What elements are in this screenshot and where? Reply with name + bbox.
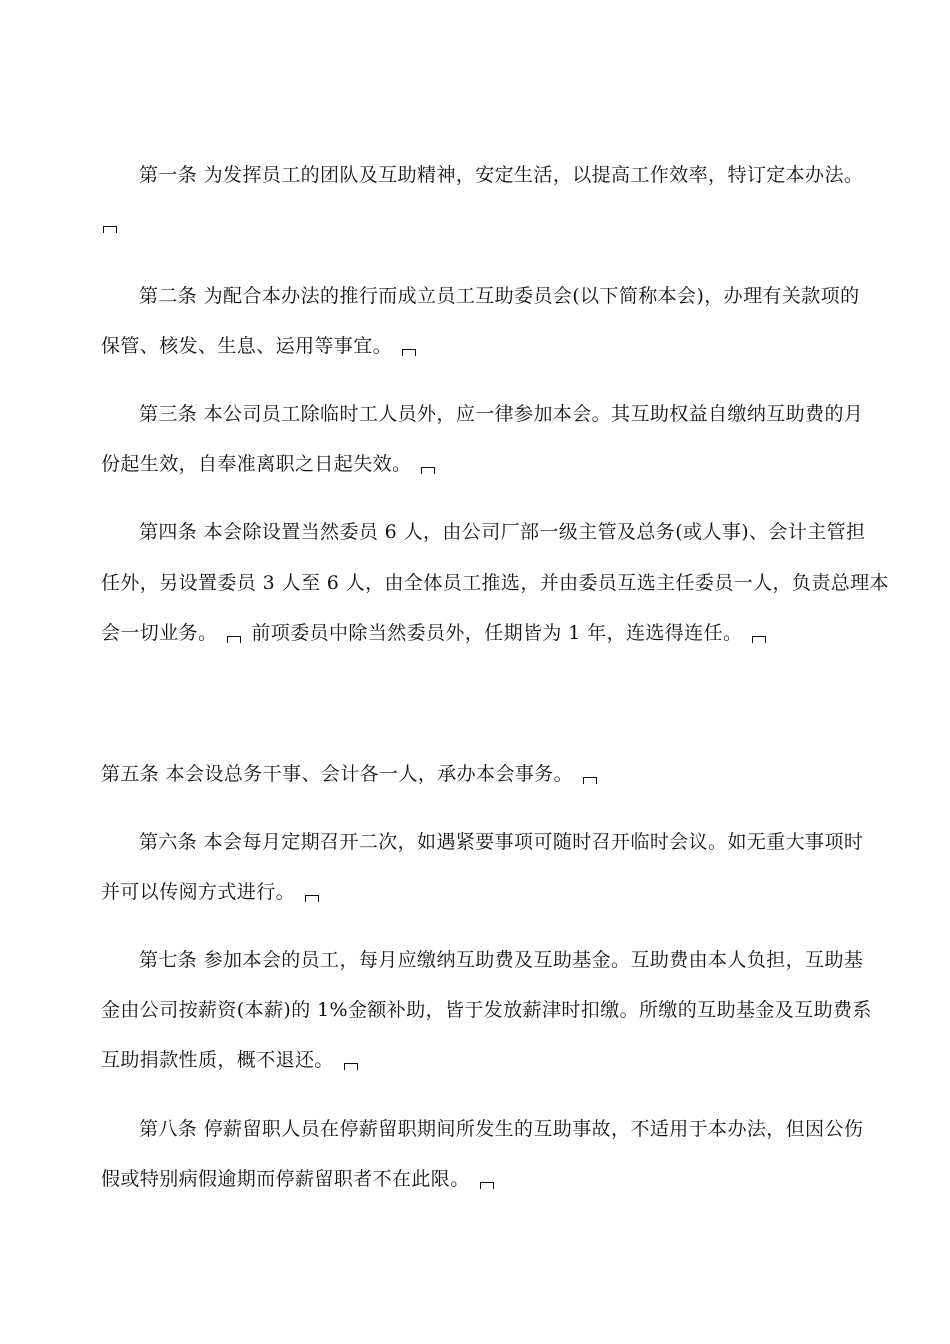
- paragraph-mark-icon: [583, 777, 597, 784]
- article-8-line-2: 假或特别病假逾期而停薪留职者不在此限。: [101, 1167, 494, 1191]
- article-4-line-2: 任外，另设置委员 3 人至 6 人，由全体员工推选，并由委员互选主任委员一人，负责总理本: [101, 572, 889, 594]
- paragraph-mark-icon: [227, 636, 241, 643]
- article-6-line-2: 并可以传阅方式进行。: [101, 880, 319, 904]
- paragraph-mark-icon: [421, 467, 435, 474]
- article-1-line-1: 第一条 为发挥员工的团队及互助精神，安定生活，以提高工作效率，特订定本办法。: [139, 164, 864, 186]
- paragraph-mark-icon: [402, 349, 416, 356]
- paragraph-mark-icon: [344, 1063, 358, 1070]
- article-4-line-1: 第四条 本会除设置当然委员 6 人，由公司厂部一级主管及总务(或人事)、会计主管担: [139, 521, 866, 543]
- article-3-line-2: 份起生效，自奉准离职之日起失效。: [101, 452, 435, 476]
- paragraph-mark-icon: [305, 895, 319, 902]
- paragraph-mark-icon: [752, 636, 766, 643]
- article-8-line-1: 第八条 停薪留职人员在停薪留职期间所发生的互助事故，不适用于本办法，但因公伤: [139, 1118, 864, 1140]
- paragraph-mark-icon: [103, 226, 117, 233]
- article-6-line-1: 第六条 本会每月定期召开二次，如遇紧要事项可随时召开临时会议。如无重大事项时: [139, 831, 864, 853]
- article-4-line-3: 会一切业务。 前项委员中除当然委员外，任期皆为 1 年，连选得连任。: [101, 621, 766, 645]
- article-2-line-2: 保管、核发、生息、运用等事宜。: [101, 334, 416, 358]
- article-5-line-1: 第五条 本会设总务干事、会计各一人，承办本会事务。: [101, 762, 597, 786]
- article-3-line-1: 第三条 本公司员工除临时工人员外，应一律参加本会。其互助权益自缴纳互助费的月: [139, 403, 864, 425]
- paragraph-mark-icon: [480, 1182, 494, 1189]
- article-2-line-1: 第二条 为配合本办法的推行而成立员工互助委员会(以下简称本会)，办理有关款项的: [139, 285, 860, 307]
- article-7-line-3: 互助捐款性质，概不退还。: [101, 1048, 358, 1072]
- article-7-line-1: 第七条 参加本会的员工，每月应缴纳互助费及互助基金。互助费由本人负担，互助基: [139, 949, 864, 971]
- article-7-line-2: 金由公司按薪资(本薪)的 1%金额补助，皆于发放薪津时扣缴。所缴的互助基金及互助费系: [101, 999, 872, 1021]
